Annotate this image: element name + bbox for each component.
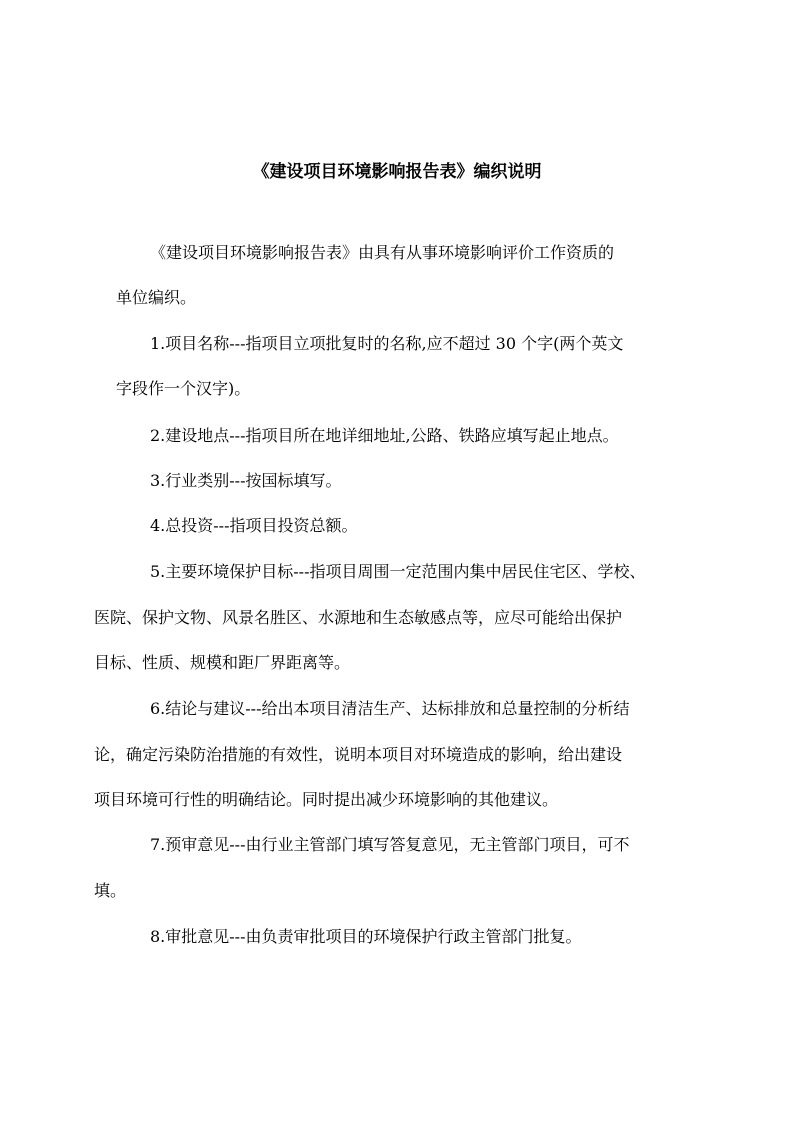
item-7-line-2: 填。 bbox=[94, 881, 127, 900]
item-8-line-1: 8.审批意见---由负责审批项目的环境保护行政主管部门批复。 bbox=[150, 927, 582, 946]
intro-line-2: 单位编织。 bbox=[116, 288, 197, 307]
item-1-line-2: 字段作一个汉字)。 bbox=[116, 379, 251, 398]
item-3-line-1: 3.行业类别---按国标填写。 bbox=[150, 471, 342, 490]
item-6-line-3: 项目环境可行性的明确结论。同时提出减少环境影响的其他建议。 bbox=[94, 790, 559, 809]
item-6-line-2: 论，确定污染防治措施的有效性，说明本项目对环境造成的影响，给出建设 bbox=[94, 745, 623, 764]
item-7-line-1: 7.预审意见---由行业主管部门填写答复意见，无主管部门项目，可不 bbox=[150, 835, 630, 854]
item-5-line-2: 医院、保护文物、风景名胜区、水源地和生态敏感点等，应尽可能给出保护 bbox=[94, 608, 623, 627]
item-6-line-1: 6.结论与建议---给出本项目清洁生产、达标排放和总量控制的分析结 bbox=[150, 699, 630, 718]
item-5-line-1: 5.主要环境保护目标---指项目周围一定范围内集中居民住宅区、学校、 bbox=[150, 562, 646, 581]
item-1-line-1: 1.项目名称---指项目立项批复时的名称,应不超过 30 个字(两个英文 bbox=[150, 334, 624, 353]
item-2-line-1: 2.建设地点---指项目所在地详细地址,公路、铁路应填写起止地点。 bbox=[150, 426, 619, 445]
document-title: 《建设项目环境影响报告表》编织说明 bbox=[252, 162, 542, 182]
item-4-line-1: 4.总投资---指项目投资总额。 bbox=[150, 516, 358, 535]
item-5-line-3: 目标、性质、规模和距厂界距离等。 bbox=[94, 653, 351, 672]
intro-line-1: 《建设项目环境影响报告表》由具有从事环境影响评价工作资质的 bbox=[150, 243, 615, 262]
